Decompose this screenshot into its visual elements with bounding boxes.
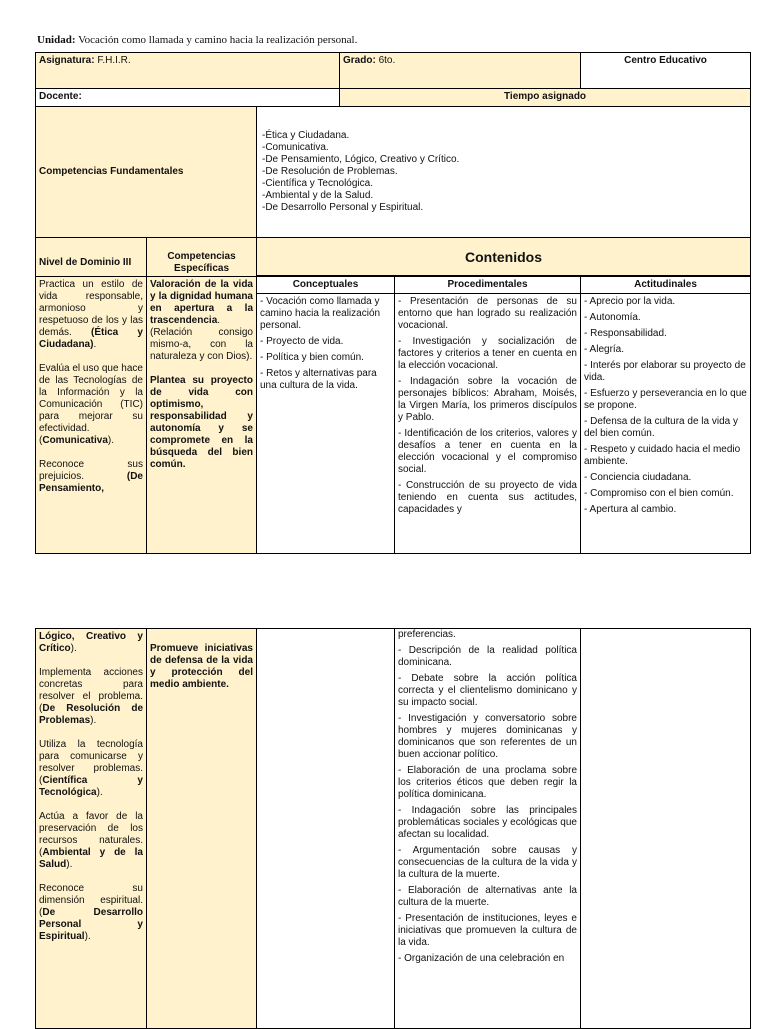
competency-item: -De Resolución de Problemas. [262, 166, 398, 177]
domain-item: Actúa a favor de la preservación de los recursos naturales. (Ambiental y de la Salud). [39, 811, 143, 870]
contents-heading: Contenidos [257, 238, 751, 276]
procedural-item: - Debate sobre la acción política correcta y el clientelismo dominicano y su impacto social. [398, 673, 577, 708]
domain-item: Utiliza la tecnología para comunicarse y resolver problemas. (Científica y Tecnológica). [39, 739, 143, 798]
specific-competencies-cell [147, 277, 257, 554]
attitudinal-heading: Actitudinales [581, 277, 751, 294]
attitudinal-item: - Conciencia ciudadana. [584, 472, 692, 483]
procedural-item: - Investigación y conversatorio sobre hombres y mujeres dominicanas y dominicanos que son referentes de un buen accionar político. [398, 713, 577, 760]
conceptual-item: - Política y bien común. [260, 352, 364, 363]
procedural-item: - Construcción de su proyecto de vida teniendo en cuenta sus actitudes, capacidades y [398, 480, 577, 515]
conceptual-cell-cont [257, 629, 395, 1029]
conceptual-cell [257, 294, 395, 554]
grade-value: 6to. [378, 55, 396, 66]
procedural-heading: Procedimentales [395, 277, 581, 294]
competency-item: -Ambiental y de la Salud. [262, 190, 374, 201]
domain-level-cell [36, 277, 147, 554]
domain-level-heading: Nivel de Dominio III [36, 238, 147, 288]
specific-item: Plantea su proyecto de vida con optimismo, responsabilidad y autonomía y se compromete en la búsqueda del bien común. [150, 375, 253, 470]
specific-competencies-cell-cont [147, 629, 257, 1029]
procedural-item: - Elaboración de alternativas ante la cultura de la muerte. [398, 885, 577, 908]
subject-cell [36, 53, 340, 89]
domain-item: Evalúa el uso que hace de las Tecnologías de la Información y la Comunicación (TIC) para mejorar su efectividad. (Comunicativa). [39, 363, 143, 446]
procedural-item: - Descripción de la realidad política dominicana. [398, 645, 577, 668]
attitudinal-item: - Autonomía. [584, 312, 641, 323]
competency-item: -De Desarrollo Personal y Espiritual. [262, 202, 424, 213]
attitudinal-item: - Apertura al cambio. [584, 504, 677, 515]
attitudinal-item: - Defensa de la cultura de la vida y del bien común. [584, 416, 738, 439]
subject-label: Asignatura: [39, 55, 95, 66]
procedural-cell-cont [395, 629, 581, 1029]
procedural-cell [395, 294, 581, 554]
procedural-item: - Indagación sobre las principales problemáticas sociales y ecológicas que afectan su localidad. [398, 805, 577, 840]
domain-level-cell-cont [36, 629, 147, 1029]
attitudinal-cell [581, 294, 751, 554]
unit-text: Vocación como llamada y camino hacia la realización personal. [78, 34, 358, 46]
procedural-item: - Indagación sobre la vocación de personajes bíblicos: Abraham, Moisés, la Virgen María, los primeros discípulos y Pablo. [398, 376, 577, 423]
unit-label: Unidad: [37, 34, 76, 46]
time-label: Tiempo asignado [340, 89, 751, 107]
procedural-item: - Argumentación sobre causas y consecuencias de la cultura de la vida y la cultura de la muerte. [398, 845, 577, 880]
attitudinal-item: - Alegría. [584, 344, 625, 355]
procedural-item: - Investigación y socialización de factores y criterios a tener en cuenta en la elección vocacional. [398, 336, 577, 371]
conceptual-item: - Proyecto de vida. [260, 336, 344, 347]
planning-table-page1-body [35, 276, 751, 554]
procedural-item: - Presentación de instituciones, leyes e iniciativas que promueven la cultura de la vida. [398, 913, 577, 948]
procedural-item: - Elaboración de una proclama sobre los criterios éticos que deben regir la política dominicana. [398, 765, 577, 800]
planning-table-page2 [35, 628, 751, 1029]
conceptual-item: - Retos y alternativas para una cultura de la vida. [260, 368, 377, 391]
conceptual-heading: Conceptuales [257, 277, 395, 294]
teacher-label: Docente: [36, 89, 340, 107]
attitudinal-item: - Responsabilidad. [584, 328, 667, 339]
domain-item: Reconoce sus prejuicios. (De Pensamiento, [39, 459, 143, 494]
competencies-list [257, 107, 751, 238]
attitudinal-item: - Compromiso con el bien común. [584, 488, 734, 499]
unit-line [37, 34, 357, 46]
domain-item: Lógico, Creativo y Crítico). [39, 631, 143, 654]
procedural-item: - Presentación de personas de su entorno que han logrado su realización vocacional. [398, 296, 577, 331]
planning-table-page1 [35, 52, 751, 288]
domain-item: Implementa acciones concretas para resolver el problema. (De Resolución de Problemas). [39, 667, 143, 726]
competency-item: -Comunicativa. [262, 142, 329, 153]
specific-competencies-heading: Competencias Específicas [147, 238, 257, 288]
procedural-item: - Identificación de los criterios, valores y desafíos a tener en cuenta en la elección vocacional y el compromiso social. [398, 428, 577, 475]
procedural-item: preferencias. [398, 629, 456, 640]
attitudinal-cell-cont [581, 629, 751, 1029]
specific-item: Valoración de la vida y la dignidad humana en apertura a la trascendencia. (Relación consigo mismo-a, con la naturaleza y con Dios). [150, 279, 253, 362]
competency-item: -Ética y Ciudadana. [262, 130, 350, 141]
attitudinal-item: - Respeto y cuidado hacia el medio ambiente. [584, 444, 741, 467]
competency-item: -De Pensamiento, Lógico, Creativo y Crítico. [262, 154, 460, 165]
specific-item: Promueve iniciativas de defensa de la vida y protección del medio ambiente. [150, 643, 253, 690]
attitudinal-item: - Aprecio por la vida. [584, 296, 676, 307]
subject-value: F.H.I.R. [97, 55, 131, 66]
conceptual-item: - Vocación como llamada y camino hacia la realización personal. [260, 296, 381, 331]
procedural-item: - Organización de una celebración en [398, 953, 565, 964]
grade-cell [340, 53, 581, 89]
domain-item: Reconoce su dimensión espiritual. (De Desarrollo Personal y Espiritual). [39, 883, 143, 942]
grade-label: Grado: [343, 55, 376, 66]
attitudinal-item: - Esfuerzo y perseverancia en lo que se propone. [584, 388, 747, 411]
school-label: Centro Educativo [581, 53, 751, 89]
competency-item: -Científica y Tecnológica. [262, 178, 373, 189]
domain-item: Practica un estilo de vida responsable, armonioso y respetuoso de los y las demás. (Ética y Ciudadana). [39, 279, 143, 350]
attitudinal-item: - Interés por elaborar su proyecto de vida. [584, 360, 746, 383]
competencies-label: Competencias Fundamentales [36, 107, 257, 238]
